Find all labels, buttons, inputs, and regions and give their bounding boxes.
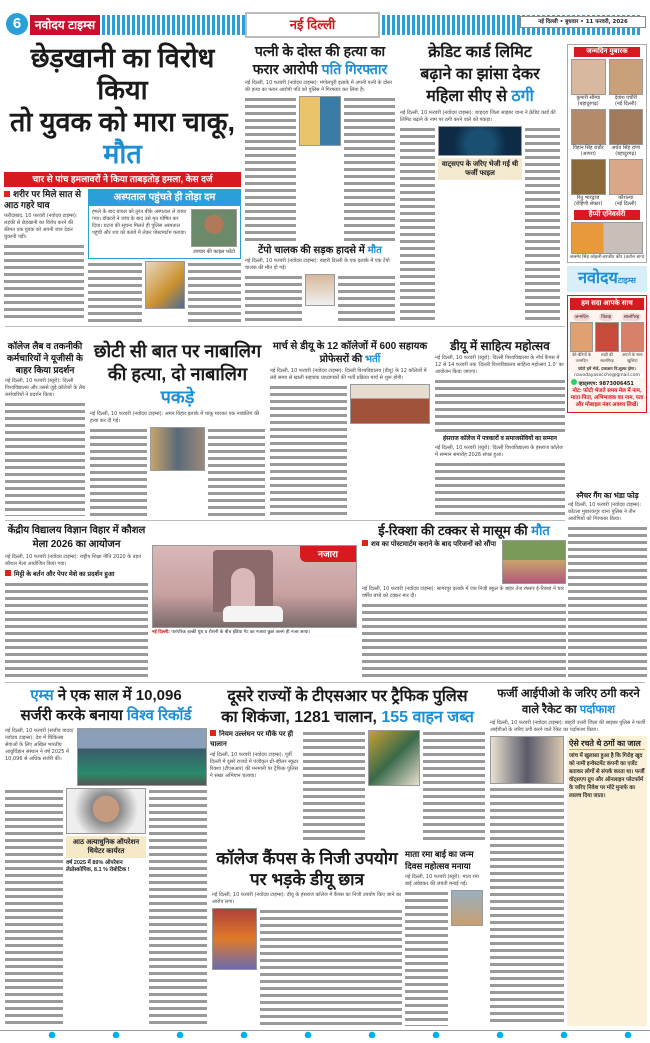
- du-college-photo: [350, 384, 430, 424]
- category-pill: विवाह: [601, 315, 612, 320]
- aiims-stat: वर्ष 2025 में 89% ऑपरेशन लेप्रोस्कोपिक, 8.1 % रोबोटिक !: [66, 860, 130, 873]
- dateline: नई दिल्ली, 10 फरवरी (नवोदय टाइम्स): सागरपुर इलाके में एक निजी स्कूल के बाहर तेज रफ्तार ई-रिक्शा ने चार वर्षीय बच्चे को टक्कर मार दी।: [362, 586, 564, 600]
- birthday-item: [571, 159, 606, 207]
- whatsapp-line: [568, 379, 646, 387]
- birthday-name: देवांश पचौरी: [614, 95, 637, 101]
- erickshaw-story: [362, 524, 566, 678]
- victim-photo-block: [191, 209, 237, 255]
- body-feet-photo: [305, 274, 335, 306]
- credit-card-image-block: [438, 126, 522, 180]
- birthday-photo: [609, 109, 644, 145]
- birthday-place: (रोहिणी सेक्टर): [574, 201, 603, 207]
- dateline: नई दिल्ली, 10 फरवरी (नवोदय टाइम्स): कोटला मुबारकपुर थाना पुलिस ने तीन आरोपियों को गिरफ्तार किया।: [568, 502, 642, 523]
- anniversary-photo: [571, 222, 643, 254]
- credit-card-headline: [400, 42, 560, 108]
- white-car: [223, 606, 283, 622]
- headline-accent: मौत: [367, 245, 382, 256]
- hacker-illustration: [438, 126, 522, 156]
- birthday-item: [571, 59, 606, 107]
- hospital-box-title: अस्पताल पहुंचते ही तोड़ा दम: [89, 190, 240, 206]
- credit-card-body: [400, 126, 560, 322]
- erickshaw-headline: [362, 524, 566, 538]
- doctor-portrait: [66, 788, 146, 834]
- ipo-sidebox: [567, 736, 647, 1026]
- logo-text: नवोदय: [578, 270, 618, 287]
- photo-feature-caption: [152, 630, 357, 636]
- lead-headline: [4, 42, 241, 170]
- aiims-top-row: [5, 728, 207, 786]
- dateline: नई दिल्ली, 10 फरवरी (ब्यूरो): दिल्ली विश्वविद्यालय और उससे जुड़े कॉलेजों के लैब कर्मचारियों ने प्रदर्शन किया।: [5, 378, 85, 398]
- dateline: फरीदाबाद, 10 फरवरी (नवोदय टाइम्स): लड़की से छेड़खानी का विरोध करने की कीमत एक युवक को अपनी जान देकर चुकानी पड़ी।: [4, 213, 78, 240]
- headline-text: फर्जी आईपीओ के जरिए ठगी करने वाले रैकेट का: [497, 688, 640, 716]
- tempo-headline: [245, 245, 395, 256]
- sahitya-body: [435, 378, 565, 432]
- aiims-team-photo: [77, 728, 207, 786]
- dateline: नई दिल्ली, 10 फरवरी (ब्यूरो): दिल्ली विश्वविद्यालय के नॉर्थ कैंपस में 12 से 14 फरवरी तक 'दिल्ली विश्वविद्यालय साहित्य महोत्सव 1.0' का आयोजन किया जाएगा।: [435, 355, 564, 376]
- ipo-story: [490, 686, 647, 1026]
- minor-murder-body: [90, 427, 265, 516]
- headline-accent: विश्व रिकॉर्ड: [126, 707, 192, 724]
- birthday-name: विहान सिंह राठौर: [572, 145, 604, 151]
- promo-photo: [570, 322, 593, 352]
- promo-photos: [568, 322, 646, 364]
- hospital-box-text: हमले के बाद घायल को तुरंत बीके अस्पताल ले जाया गया। डॉक्टरों ने जांच के बाद उसे मृत घोषित कर दिया। घटना की सूचना मिलते ही पुलिस अस्पताल पहुंची और शव को कब्जे में लेकर पोस्टमार्टम कराया।: [92, 209, 187, 236]
- send-photo-text: फोटो हमें भेजें, प्रकाशन नि:शुल्क होगा।: [578, 366, 636, 371]
- dateline: नई दिल्ली, 10 फरवरी (नवोदय टाइम्स): अमन विहार इलाके में चाकू मारकर एक नाबालिग की हत्या कर दी गई।: [90, 411, 260, 424]
- ugc-headline: कॉलेज लैब व तकनीकी कर्मचारियों ने यूजीसी के बाहर किया प्रदर्शन: [7, 341, 83, 375]
- birthday-place: (नई दिल्ली): [614, 101, 637, 107]
- tsr-subhead: नियम उल्लंघन पर मौके पर ही चालान: [210, 730, 300, 750]
- date-line: नई दिल्ली • बुधवार • 11 फरवरी, 2026: [520, 16, 646, 28]
- hospital-box: [88, 189, 241, 259]
- masthead-logo: नवोदय टाइम्स: [30, 15, 100, 35]
- credit-card-story: [400, 42, 560, 322]
- headline-accent: पर्दाफाश: [579, 704, 616, 716]
- dateline: नई दिल्ली, 10 फरवरी (नवोदय टाइम्स): बाहरी उत्तरी जिला की साइबर पुलिस ने फर्जी आईपीओ के जरिए ठगी करने वाले रैकेट का पर्दाफाश किया।: [490, 720, 646, 733]
- anniversary-title: हैप्पी एनिवर्सरी: [574, 210, 640, 220]
- divider: [5, 682, 645, 683]
- india-gate-photo: [152, 545, 357, 628]
- birthday-item: [571, 109, 606, 157]
- headline-accent: मौत: [531, 523, 550, 538]
- snatcher-body: [568, 525, 647, 680]
- headline-line: ने एक साल में 10,096: [57, 687, 182, 704]
- arrest-illustration: [299, 96, 341, 146]
- category-pill: सालगिरह: [623, 315, 640, 320]
- sahitya-headline: डीयू में साहित्य महोत्सव: [450, 339, 550, 353]
- hansraj-story: [435, 436, 565, 516]
- credit-card-image-caption: वाट्सएप के जरिए भेजी गई थी फर्जी फाइल: [438, 158, 522, 180]
- police-accused-photo: [150, 427, 205, 471]
- lead-subhead: शरीर पर मिले सात से आठ गहरे घाव: [4, 189, 84, 211]
- promo-tagline: हम सदा आपके साथ: [570, 298, 644, 310]
- promo-photo: [621, 322, 644, 352]
- page-header: [0, 10, 650, 40]
- lead-banner: चार से पांच हमलावरों ने किया ताबड़तोड़ हमला, केस दर्ज: [4, 172, 241, 187]
- dateline: नई दिल्ली, 10 फरवरी (नवोदय टाइम्स): दिल्ली विश्वविद्यालय (डीयू) के 12 कॉलेजों में लंबे समय से खाली सहायक प्राध्यापकों की भर्ती प्रक्रिया मार्च से शुरू होगी।: [270, 368, 427, 381]
- caption-text: पारंपरिक हल्की धुंध व रोशनी के बीच इंडिया गेट का नजारा कुछ अलग ही नजर आया।: [171, 630, 311, 635]
- promo-photo: [595, 322, 618, 352]
- whatsapp-icon: [571, 379, 577, 385]
- promo-caption: अपनों के साथ खुशियां: [622, 352, 643, 363]
- birthday-photo: [571, 109, 606, 145]
- promo-item: [570, 322, 593, 364]
- sahitya-story: [435, 340, 565, 432]
- divider: [5, 520, 565, 521]
- birthday-item: [609, 109, 644, 157]
- headline-accent: ठगी: [511, 88, 534, 105]
- aiims-headline: [5, 686, 207, 726]
- promo-caption: बेटे-बेटियों के जन्मदिन: [572, 352, 592, 363]
- hansraj-headline: हंसराज कॉलेज में पत्रकारों व समाजसेवियों का सम्मान: [443, 436, 557, 442]
- ipo-headline: [490, 686, 647, 718]
- ugc-body: [5, 401, 85, 516]
- anniversary-caption: अजमेर सिंह कोहली-हरजीत कौर (करोल बाग): [569, 255, 645, 260]
- tempo-story: [245, 245, 395, 322]
- headline-accent: पकड़े: [160, 387, 195, 407]
- aiims-story: [5, 686, 207, 1026]
- traffic-police-photo: [368, 730, 420, 786]
- birthday-title: जन्मदिन मुबारक: [574, 47, 640, 57]
- ramabai-story: [405, 848, 483, 1026]
- du-professor-body: [270, 384, 430, 516]
- ipo-body-left: [490, 786, 564, 1026]
- lead-left-column: [4, 189, 84, 322]
- headline-text: पत्नी के दोस्त की हत्या का फरार आरोपी: [252, 43, 386, 77]
- birthday-place: (बहादुरगढ़): [615, 151, 637, 157]
- sidebar: [567, 44, 647, 413]
- erickshaw-top-row: [362, 540, 566, 584]
- promo-panel: [567, 295, 647, 413]
- dateline: नई दिल्ली, 10 फरवरी (नवोदय टाइम्स): बाहरी दिल्ली के एक इलाके में एक टेंपो चालक की मौत हो गई।: [245, 258, 390, 271]
- snatcher-headline: स्नैचर गैंग का भंडा फोड़: [576, 491, 639, 500]
- headline-line: दूसरे राज्यों के टीएसआर पर ट्रैफिक पुलिस: [227, 688, 468, 705]
- birthday-photo: [609, 159, 644, 195]
- birthday-name: कौशल्या: [618, 195, 634, 201]
- divider: [5, 326, 565, 327]
- victim-photo: [191, 209, 237, 247]
- aiims-inset-caption: आठ अत्याधुनिक ऑपरेशन थियेटर कार्यरत: [66, 836, 146, 858]
- headline-accent: 155 वाहन जब्त: [381, 709, 474, 726]
- headline-accent: मौत: [103, 139, 142, 169]
- birthday-panel: [567, 44, 647, 263]
- ipo-box-text: जांच में खुलासा हुआ है कि गिरोह खुद को नामी इन्वेस्टमेंट कंपनी का एजेंट बताकर लोगों से संपर्क करता था। फर्जी वॉट्सएप ग्रुप और ऑनलाइन प्लेटफॉर्म के जरिए निवेश पर मोटे मुनाफे का लालच दिया जाता।: [569, 753, 645, 799]
- lead-columns: [4, 189, 241, 322]
- headline-line: तो युवक को मारा चाकू,: [9, 107, 236, 137]
- email-address[interactable]: navodayasocche@gmail.com: [570, 373, 644, 378]
- du-professor-story: [270, 340, 430, 516]
- dateline: नई दिल्ली, 10 फरवरी (संजीव यादव/ नवोदय टाइम्स): देश में चिकित्सा सेवाओं के लिए अखिल भारतीय आयुर्विज्ञान संस्थान ने वर्ष 2025 में 10,096 से अधिक सर्जरी की।: [5, 728, 74, 762]
- category-pill: जन्मदिन: [574, 315, 589, 320]
- headline-accent: एम्स: [30, 687, 54, 704]
- birthday-name: अर्थव सिंह राणा: [611, 145, 641, 151]
- birthday-photo: [571, 159, 606, 195]
- erickshaw-subhead: शव का पोस्टमार्टम कराने के बाद परिजनों को सौंपा: [362, 540, 498, 550]
- lead-right-column: [88, 189, 241, 322]
- tsr-body: [210, 730, 485, 844]
- erickshaw-body: [362, 602, 566, 678]
- headline-line: बढ़ाने का झांसा देकर: [420, 66, 540, 83]
- ipo-body: [490, 736, 647, 1026]
- section-tab: नई दिल्ली: [245, 12, 380, 38]
- campus-story: [212, 848, 402, 1026]
- ipo-left-column: [490, 736, 564, 1026]
- birthday-name: रितु भारद्वाज: [576, 195, 600, 201]
- birthday-name: कुमारी सौम्या: [576, 95, 601, 101]
- promo-caption: शादी की सालगिरह: [600, 352, 614, 363]
- ugc-story: [5, 340, 85, 516]
- dateline: नई दिल्ली, 10 फरवरी (नवोदय टाइम्स): मंगोलपुरी इलाके में अपनी पत्नी के दोस्त की हत्या का फरार आरोपी पति को पुलिस ने गिरफ्तार कर लिया है।: [245, 80, 392, 93]
- headline-accent: भर्ती: [364, 354, 381, 365]
- campus-body: [212, 908, 402, 1026]
- birthday-place: (आगरा): [580, 151, 596, 157]
- wife-friend-story: [245, 42, 395, 242]
- headline-text: मार्च से डीयू के 12 कॉलेजों में 600 सहायक प्रोफेसरों की: [272, 341, 428, 365]
- birthday-place: (नई दिल्ली): [614, 201, 637, 207]
- birthday-item: [609, 59, 644, 107]
- headline-line: क्रेडिट कार्ड लिमिट: [428, 44, 532, 61]
- headline-line: छेड़खानी का विरोध किया: [30, 43, 215, 105]
- tsr-left-column: [210, 730, 300, 780]
- minor-murder-story: [90, 340, 265, 516]
- hospital-box-content: [89, 206, 240, 258]
- birthday-photo: [609, 59, 644, 95]
- headline-line: महिला सीए से: [426, 88, 507, 105]
- whatsapp-label: व्हाट्सएप:: [578, 381, 598, 387]
- hansraj-body: [435, 461, 565, 516]
- ramabai-photo: [451, 890, 483, 926]
- kv-story: [5, 524, 148, 678]
- kv-headline: केंद्रीय विद्यालय विज्ञान विहार में कौशल मेला 2026 का आयोजन: [7, 525, 146, 550]
- doctor-illustration: [145, 261, 185, 309]
- lead-story: [4, 42, 241, 322]
- birthday-photo: [571, 59, 606, 95]
- promo-item: [621, 322, 644, 364]
- birthday-item: [609, 159, 644, 207]
- note-text: नोट: फोटो भेजते समय मेल में नाम, माता-पिता, अभिभावक का नाम, पता और मोबाइल नंबर अवश्य लिखें।: [570, 388, 644, 408]
- kv-body: [5, 581, 148, 678]
- color-registration-bar: [0, 1030, 650, 1038]
- ipo-box-title: ऐसे रचते थे ठगों का जाल: [569, 738, 645, 750]
- promo-item: [595, 322, 618, 364]
- whatsapp-number[interactable]: 9873006451: [599, 381, 634, 387]
- victim-photo-caption: उपचार की फाइल फोटो: [193, 249, 235, 255]
- lead-body-columns: [88, 261, 241, 322]
- promo-categories: [568, 312, 646, 322]
- dateline: नई दिल्ली, 10 फरवरी (नवोदय टाइम्स): शाहदरा जिला साइबर थाना ने क्रेडिट कार्ड की लिमिट बढ़ाने के नाम पर ठगी करने वाले को पकड़ा।: [400, 110, 556, 123]
- birthday-place: (बहादुरगढ़): [577, 101, 599, 107]
- headline-text: टेंपो चालक की सड़क हादसे में: [258, 245, 365, 256]
- fraud-illustration: [490, 736, 564, 784]
- headline-line: सर्जरी करके बनाया: [20, 707, 123, 724]
- dateline: नई दिल्ली, 10 फरवरी (नवोदय टाइम्स): डीयू के हंसराज कॉलेज में कैंपस का निजी उपयोग किए जाने का आरोप लगा।: [212, 892, 402, 905]
- dateline: नई दिल्ली, 10 फरवरी (नवोदय टाइम्स): राष्ट्रीय शिक्षा नीति 2020 के तहत कौशल मेला आयोजित किया गया।: [5, 554, 142, 567]
- tsr-story: [210, 686, 485, 844]
- snatcher-story: [568, 492, 647, 680]
- tempo-body: [245, 274, 395, 322]
- dateline: नई दिल्ली, 10 फरवरी (ब्यूरो): माता रमा बाई अंबेडकर की जयंती मनाई गई।: [405, 874, 479, 887]
- kv-subhead: मिट्टी के बर्तन और पेपर मेशे का प्रदर्शन हुआ: [5, 570, 148, 579]
- navodaya-logo: [567, 266, 647, 292]
- campus-headline: कॉलेज कैंपस के निजी उपयोग पर भड़के डीयू छात्र: [216, 849, 398, 889]
- campus-photo: [212, 908, 257, 970]
- dateline: नई दिल्ली, 10 फरवरी (ब्यूरो): दिल्ली विश्वविद्यालय के हंसराज कॉलेज में सम्मान समारोह 2026 संपन्न हुआ।: [435, 444, 563, 458]
- aiims-body-columns: [5, 788, 207, 1026]
- birthday-grid: [568, 59, 646, 207]
- wife-friend-headline: [245, 42, 395, 78]
- headline-text: ई-रिक्शा की टक्कर से मासूम की: [378, 523, 528, 538]
- headline-accent: पति गिरफ्तार: [321, 61, 388, 77]
- ramabai-headline: माता रमा बाई का जन्म दिवस महोत्सव मनाया: [405, 849, 474, 871]
- tsr-headline: [210, 686, 485, 728]
- dateline: नई दिल्ली, 10 फरवरी (नवोदय टाइम्स): पूर्वी दिल्ली में दूसरे राज्यों में पंजीकृत थ्री-व्हीलर स्कूटर रिक्शा (टीएसआर) की मनमानी पर ट्रैफिक पुलिस ने सख्त अभियान चलाया।: [210, 752, 299, 779]
- caption-place: नई दिल्ली:: [152, 630, 170, 635]
- headline-text: छोटी सी बात पर नाबालिग की हत्या, दो नाबालिग: [93, 341, 262, 384]
- photo-feature-tag: नजारा: [300, 546, 356, 562]
- erickshaw-photo: [502, 540, 566, 584]
- wife-friend-body: [245, 96, 395, 242]
- logo-suffix: टाइम्स: [617, 276, 636, 285]
- du-professor-headline: [270, 340, 430, 366]
- lead-body-text: [4, 243, 84, 322]
- ramabai-body: [405, 890, 483, 1026]
- aiims-inset: [66, 788, 146, 874]
- headline-line: का शिकंजा, 1281 चालान,: [221, 709, 377, 726]
- minor-murder-headline: [90, 340, 265, 409]
- page-number: 6: [6, 13, 28, 35]
